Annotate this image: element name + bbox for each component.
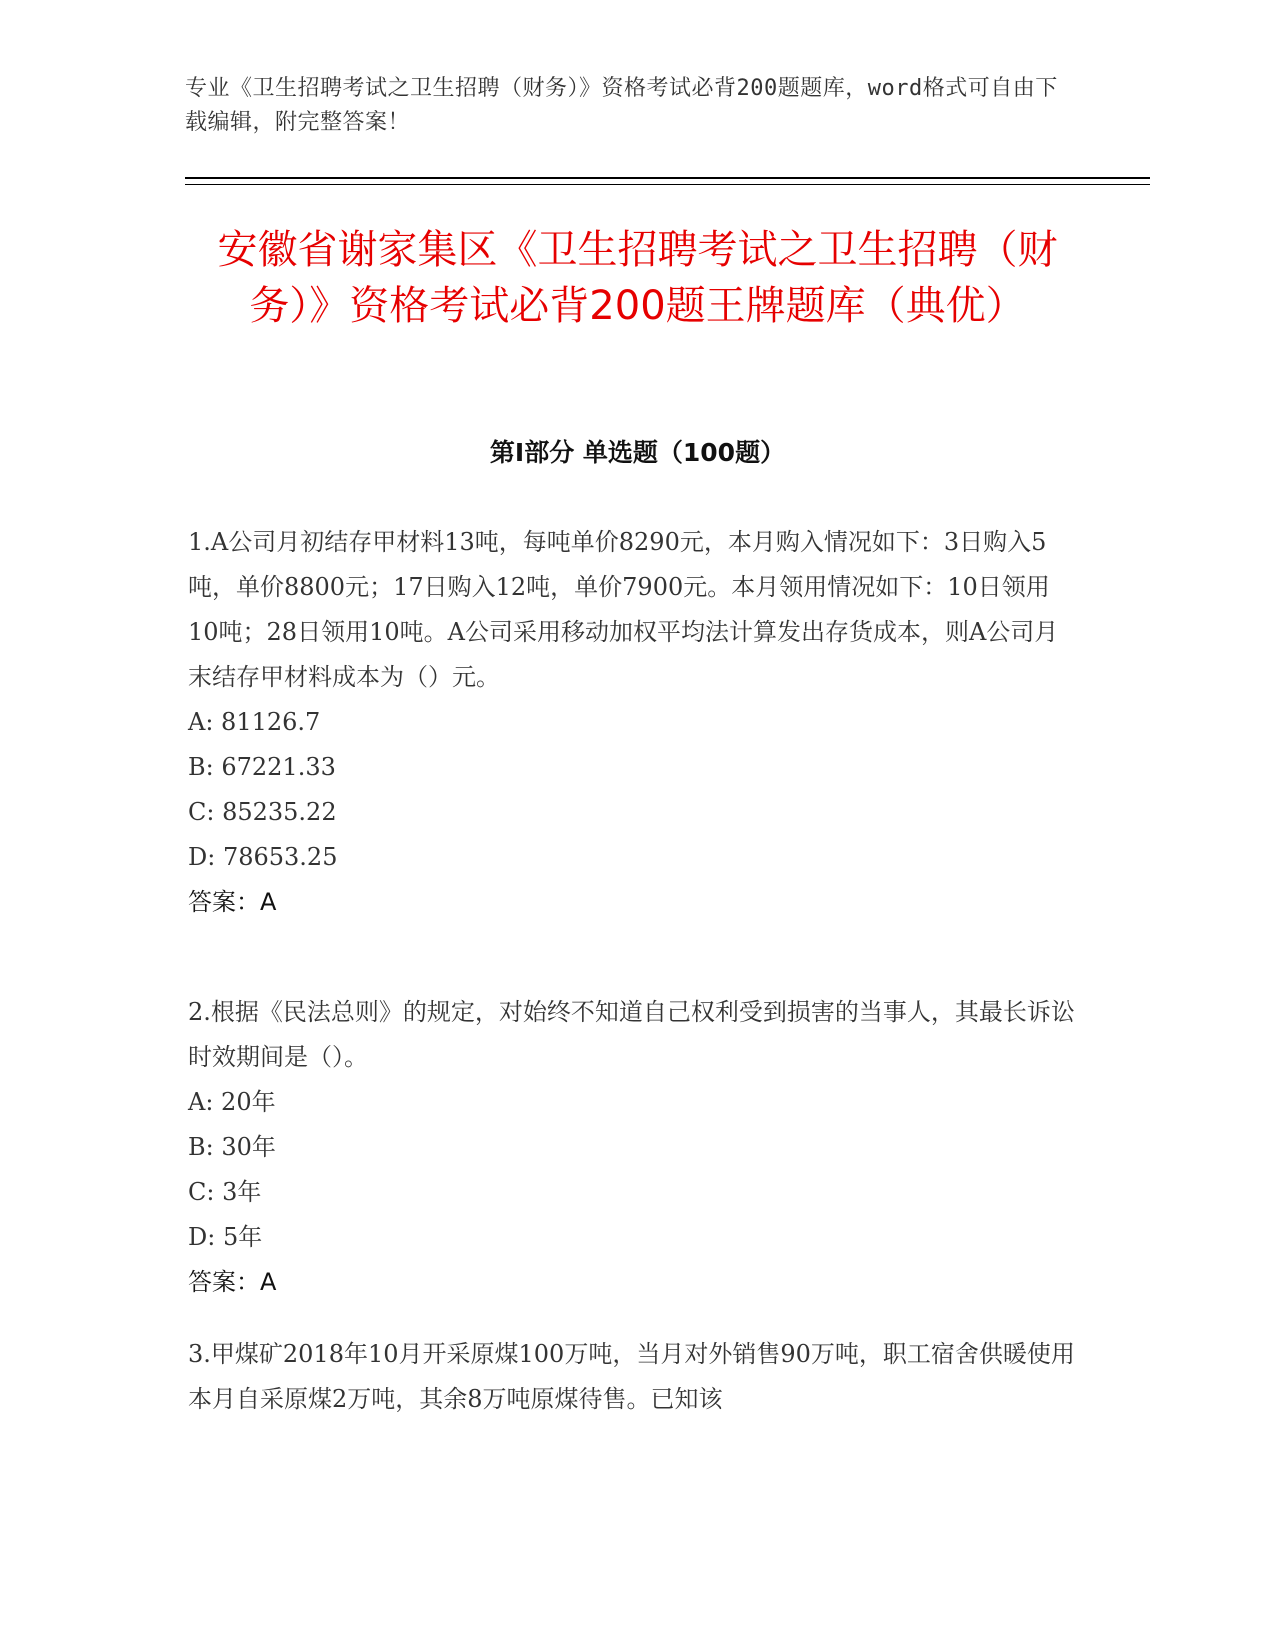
answer-label: 答案：A [188, 888, 277, 916]
question-stem: 3.甲煤矿2018年10月开采原煤100万吨，当月对外销售90万吨，职工宿舍供暖使用本月自采原煤2万吨，其余8万吨原煤待售。已知该 [188, 1340, 1075, 1413]
option-a: A: 81126.7 [188, 708, 321, 736]
question-item [188, 1332, 1078, 1422]
option-d: D: 5年 [188, 1223, 263, 1251]
question-item [188, 990, 1078, 1305]
option-b: B: 30年 [188, 1133, 276, 1161]
question-item [188, 520, 1078, 925]
document-title: 安徽省谢家集区《卫生招聘考试之卫生招聘（财务）》资格考试必背200题王牌题库（典优） [217, 227, 1058, 329]
question-stem: 2.根据《民法总则》的规定，对始终不知道自己权利受到损害的当事人，其最长诉讼时效期间是（）。 [188, 998, 1075, 1071]
question-stem: 1.A公司月初结存甲材料13吨，每吨单价8290元，本月购入情况如下：3日购入5吨，单价8800元；17日购入12吨，单价7900元。本月领用情况如下：10日领用10吨；28日领用10吨。A公司采用移动加权平均法计算发出存货成本，则A公司月末结存甲材料成本为（）元。 [188, 528, 1059, 691]
header-note: 专业《卫生招聘考试之卫生招聘（财务）》资格考试必背200题题库，word格式可自由下载编辑，附完整答案！ [185, 76, 1058, 135]
header-divider-thick [185, 177, 1150, 179]
option-b: B: 67221.33 [188, 753, 336, 781]
option-a: A: 20年 [188, 1088, 276, 1116]
answer-label: 答案：A [188, 1268, 277, 1296]
option-d: D: 78653.25 [188, 843, 338, 871]
section-title: 第I部分 单选题（100题） [489, 438, 786, 467]
header-divider-thin [185, 184, 1150, 185]
option-c: C: 85235.22 [188, 798, 337, 826]
option-c: C: 3年 [188, 1178, 262, 1206]
